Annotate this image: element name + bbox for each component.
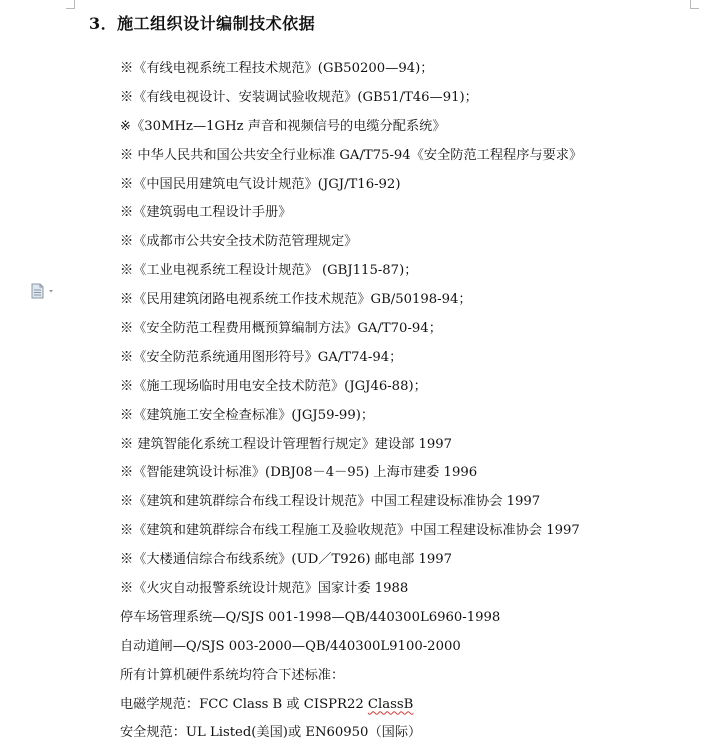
standard-line: ※《中国民用建筑电气设计规范》(JGJ/T16-92) bbox=[120, 176, 401, 192]
page-corner-mark-left bbox=[66, 0, 75, 9]
standard-line: ※《建筑和建筑群综合布线工程施工及验收规范》中国工程建设标准协会 1997 bbox=[120, 523, 580, 539]
hardware-standards-intro: 所有计算机硬件系统均符合下述标准： bbox=[120, 667, 345, 683]
standard-line: ※《建筑弱电工程设计手册》 bbox=[120, 205, 292, 221]
standard-line: ※《有线电视系统工程技术规范》(GB50200—94)； bbox=[120, 61, 434, 76]
standard-line: ※《工业电视系统工程设计规范》 (GBJ115-87)； bbox=[120, 263, 418, 279]
standard-line: ※《火灾自动报警系统设计规范》国家计委 1988 bbox=[120, 581, 409, 597]
standard-line: ※《施工现场临时用电安全技术防范》(JGJ46-88)； bbox=[120, 378, 427, 394]
standard-line: ※《安全防范工程费用概预算编制方法》GA/T70-94； bbox=[120, 321, 442, 337]
standard-line: ※《安全防范系统通用图形符号》GA/T74-94； bbox=[120, 349, 403, 365]
standard-line: ※《智能建筑设计标准》(DBJ08－4－95) 上海市建委 1996 bbox=[120, 465, 478, 481]
standard-line: ※ 中华人民共和国公共安全行业标准 GA/T75-94《安全防范工程程序与要求》 bbox=[120, 147, 583, 163]
standard-line: ※《有线电视设计、安装调试验收规范》(GB51/T46—91)； bbox=[120, 89, 478, 105]
standards-list bbox=[120, 55, 582, 748]
section-heading: 3．施工组织设计编制技术依据 bbox=[89, 14, 316, 33]
standard-line: ※ 建筑智能化系统工程设计管理暂行规定》建设部 1997 bbox=[120, 436, 453, 452]
standard-line: ※《民用建筑闭路电视系统工作技术规范》GB/50198-94； bbox=[120, 292, 472, 308]
emc-standard-text: 电磁学规范：FCC Class B 或 CISPR22 bbox=[120, 696, 368, 712]
parking-system-line: 停车场管理系统—Q/SJS 001-1998—QB/440300L6960-1998 bbox=[120, 609, 501, 625]
standard-line: ※《大楼通信综合布线系统》(UD／T926) 邮电部 1997 bbox=[120, 552, 453, 568]
standard-line: ※《建筑和建筑群综合布线工程设计规范》中国工程建设标准协会 1997 bbox=[120, 494, 541, 510]
standard-line: ※《成都市公共安全技术防范管理规定》 bbox=[120, 234, 358, 250]
spellcheck-flagged-word[interactable]: ClassB bbox=[367, 696, 414, 712]
standard-line: ※《30MHz—1GHz 声音和视频信号的电缆分配系统》 bbox=[120, 118, 446, 134]
safety-standard-line: 安全规范：UL Listed(美国)或 EN60950（国际） bbox=[120, 725, 422, 741]
document-comment-icon[interactable] bbox=[30, 283, 56, 299]
standard-line: ※《建筑施工安全检查标准》(JGJ59-99)； bbox=[120, 407, 375, 423]
barrier-gate-line: 自动道闸—Q/SJS 003-2000—QB/440300L9100-2000 bbox=[120, 638, 461, 654]
page-corner-mark-right bbox=[690, 0, 699, 9]
emc-standard-line bbox=[120, 691, 582, 720]
